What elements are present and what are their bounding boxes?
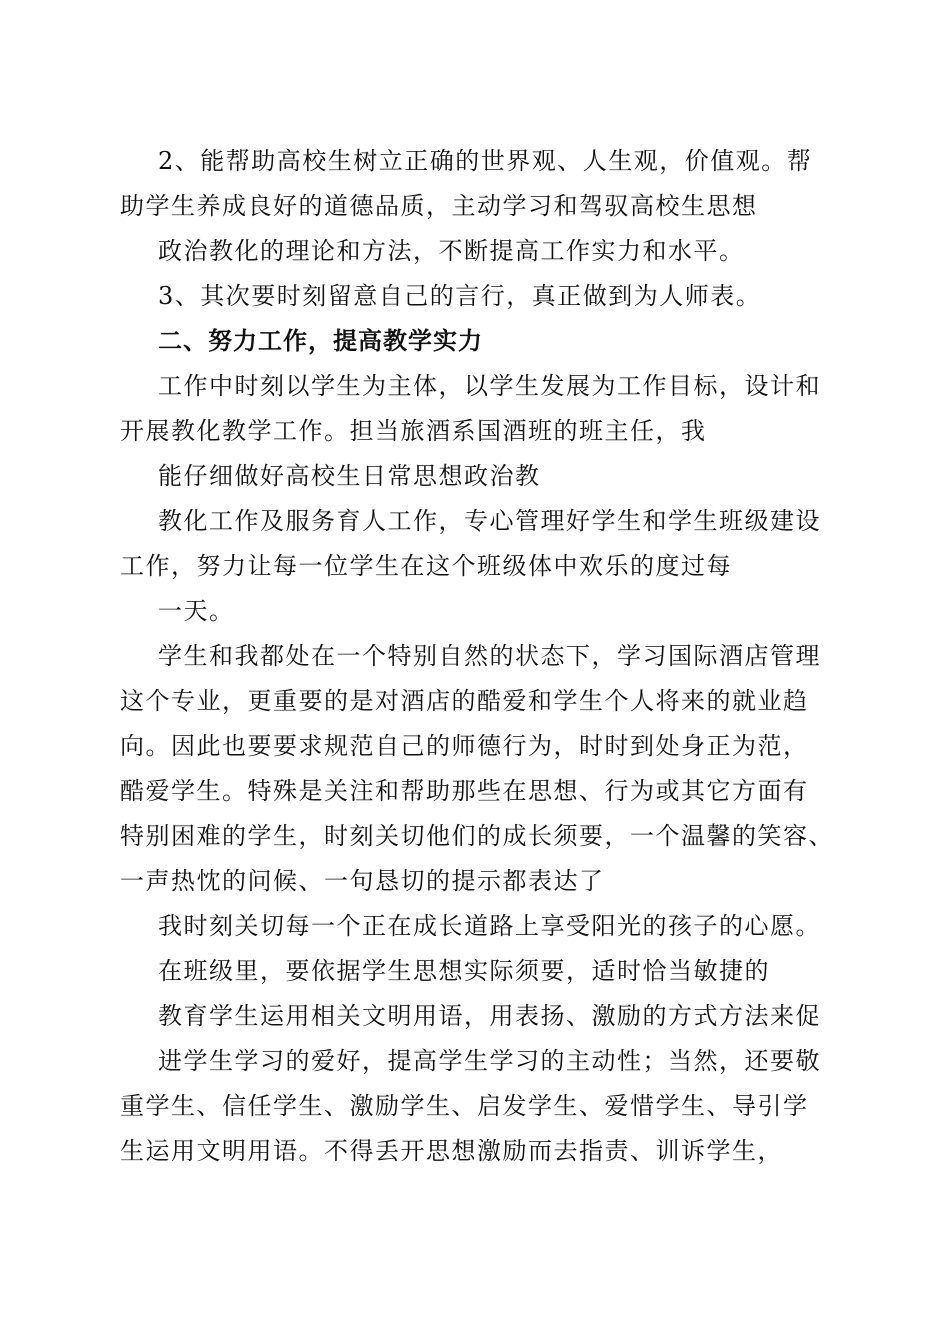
text-line: 这个专业，更重要的是对酒店的酷爱和学生个人将来的就业趋 — [120, 687, 809, 715]
text-line: 进学生学习的爱好，提高学生学习的主动性；当然，还要敬 — [158, 1047, 821, 1075]
text-line: 酷爱学生。特殊是关注和帮助那些在思想、行为或其它方面有 — [120, 777, 809, 805]
text-line: 我时刻关切每一个正在成长道路上享受阳光的孩子的心愿。 — [158, 912, 821, 940]
text-line: 教育学生运用相关文明用语，用表扬、激励的方式方法来促 — [158, 1002, 821, 1030]
text-line: 生运用文明用语。不得丢开思想激励而去指责、训诉学生， — [120, 1137, 783, 1165]
text-line: 一声热忱的问候、一句恳切的提示都表达了 — [120, 867, 605, 895]
text-line: 3、其次要时刻留意自己的言行，真正做到为人师表。 — [158, 282, 762, 310]
text-line: 助学生养成良好的道德品质，主动学习和驾驭高校生思想 — [120, 192, 758, 220]
text-line: 在班级里，要依据学生思想实际须要，适时恰当敏捷的 — [158, 957, 770, 985]
text-line: 重学生、信任学生、激励学生、启发学生、爱惜学生、导引学 — [120, 1092, 809, 1120]
section-heading: 二、努力工作，提高教学实力 — [158, 327, 483, 355]
text-line: 教化工作及服务育人工作，专心管理好学生和学生班级建设 — [158, 507, 821, 535]
text-line: 工作中时刻以学生为主体，以学生发展为工作目标，设计和 — [158, 372, 821, 400]
text-line: 政治教化的理论和方法，不断提高工作实力和水平。 — [158, 237, 745, 265]
text-line: 向。因此也要要求规范自己的师德行为，时时到处身正为范， — [120, 732, 809, 760]
text-line: 能仔细做好高校生日常思想政治教 — [158, 462, 541, 490]
text-line: 开展教化教学工作。担当旅酒系国酒班的班主任，我 — [120, 417, 707, 445]
text-line: 特别困难的学生，时刻关切他们的成长须要，一个温馨的笑容、 — [120, 822, 834, 850]
text-line: 工作，努力让每一位学生在这个班级体中欢乐的度过每 — [120, 552, 732, 580]
text-line: 学生和我都处在一个特别自然的状态下，学习国际酒店管理 — [158, 642, 821, 670]
text-line: 2、能帮助高校生树立正确的世界观、人生观，价值观。帮 — [158, 147, 813, 175]
text-line: 一天。 — [158, 597, 235, 625]
